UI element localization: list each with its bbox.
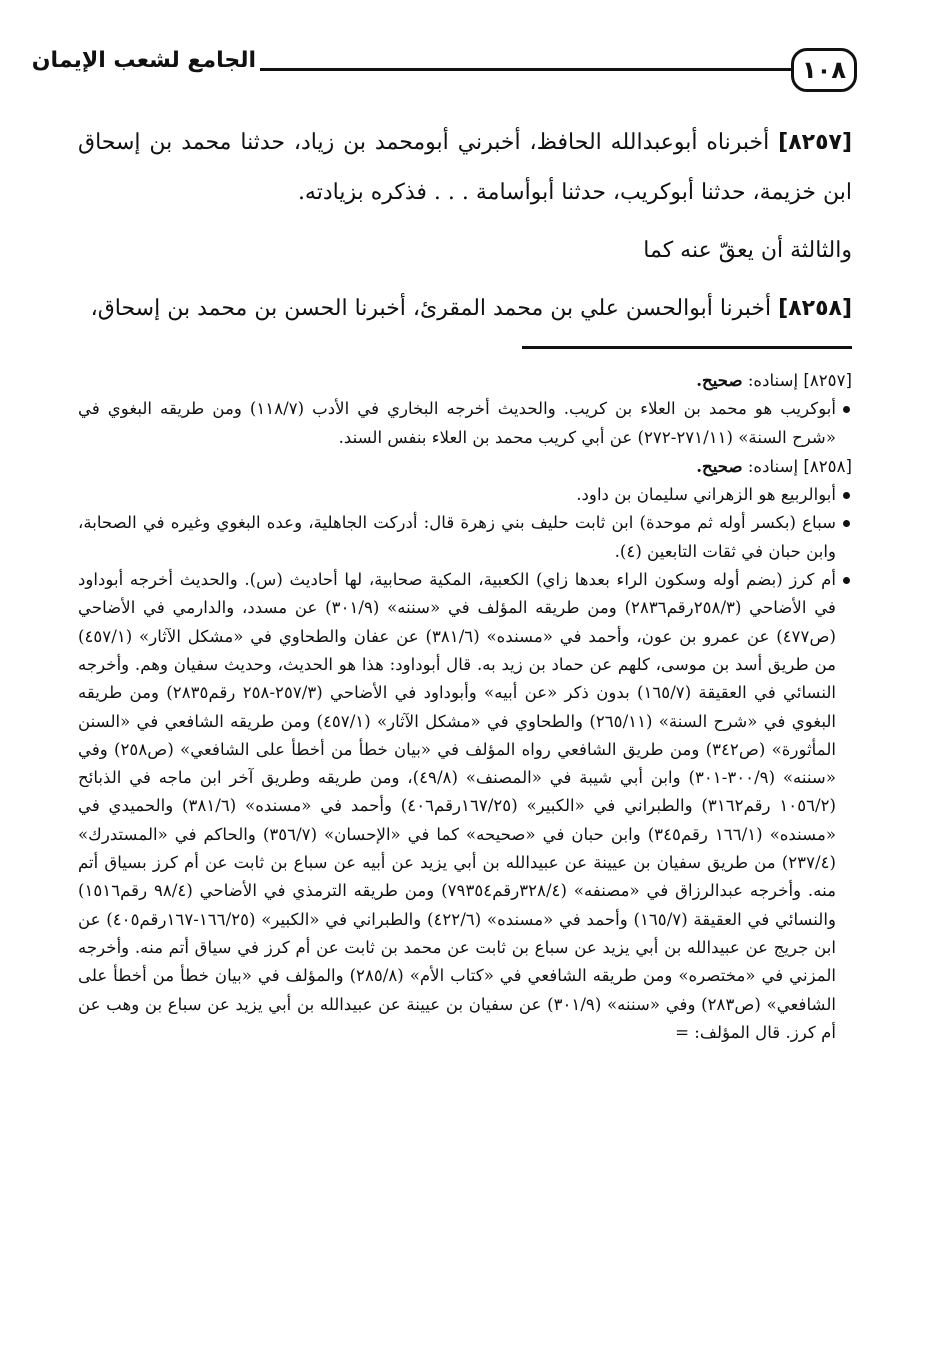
note-8258-list — [78, 481, 852, 1047]
footnote-separator — [522, 346, 852, 349]
isnad-verdict: صحيح. — [696, 370, 743, 390]
list-item: سباع (بكسر أوله ثم موحدة) ابن ثابت حليف بني زهرة قال: أدركت الجاهلية، وعده البغوي وغيره في الصحابة، وابن حبان في ثقات التابعين (٤). — [78, 509, 852, 566]
hadith-text: أخبرنا أبوالحسن علي بن محمد المقرئ، أخبرنا الحسن بن محمد بن إسحاق، — [90, 296, 772, 321]
note-8257-list — [78, 395, 852, 452]
hadith-8257 — [78, 118, 852, 218]
note-8258-heading — [78, 452, 852, 481]
main-text — [78, 118, 852, 334]
page-number: ١٠٨ — [791, 48, 857, 92]
hadith-text: أخبرناه أبوعبدالله الحافظ، أخبرني أبومحمد بن زياد، حدثنا محمد بن إسحاق ابن خزيمة، حدثنا أبوكريب، حدثنا أبوأسامة . . . فذكره بزيادته. — [78, 130, 852, 205]
chapter-line — [78, 226, 852, 276]
note-8257-heading — [78, 366, 852, 395]
footnotes — [78, 366, 852, 1047]
isnad-label: إسناده: — [747, 456, 799, 476]
header-rule — [260, 68, 791, 71]
isnad-verdict: صحيح. — [696, 455, 743, 476]
page-header — [31, 30, 857, 100]
hadith-number: [٨٢٥٨] — [778, 296, 852, 321]
list-item: أم كرز (بضم أوله وسكون الراء بعدها زاي) الكعبية، المكية صحابية، لها أحاديث (س). والحديث أخرجه أبوداود في الأضاحي (٢٥٨/٣رقم٢٨٣٦) ومن طريقه المؤلف في «سننه» (٣٠١/٩) عن مسدد، والدارمي في الأضاحي (ص٤٧٧) عن عمرو بن عون، وأحمد في «مسنده» (٣٨١/٦) عن عفان والطحاوي في «مشكل الآثار» (٤٥٧/١) من طريق أسد بن موسى، كلهم عن حماد بن زيد به. قال أبوداود: هذا هو الحديث، وحديث سفيان وهم. وأخرجه النسائي في العقيقة (١٦٥/٧) بدون ذكر «عن أبيه» وأبوداود في الأضاحي (٢٥٧/٣-٢٥٨ رقم٢٨٣٥) ومن طريقه البغوي في «شرح السنة» (٢٦٥/١١) والطحاوي في «مشكل الآثار» (٤٥٧/١) ومن طريقه الشافعي في «السنن المأثورة» (ص٣٤٢) ومن طريق الشافعي رواه المؤلف في «بيان خطأ من أخطأ على الشافعي» (ص٢٥٨) وفي «سننه» (٣٠٠/٩-٣٠١) وابن أبي شيبة في «المصنف» (٤٩/٨)، ومن طريقه وطريق آخر ابن ماجه في الذبائح (١٠٥٦/٢ رقم٣١٦٢) والطبراني في «الكبير» (١٦٧/٢٥رقم٤٠٦) وأحمد في «مسنده» (٣٨١/٦) والحميدي في «مسنده» (١٦٦/١ رقم٣٤٥) وابن حبان في «صحيحه» كما في «الإحسان» (٣٥٦/٧) والحاكم في «المستدرك» (٢٣٧/٤) من طريق سفيان بن عيينة عن عبيدالله بن أبي يزيد عن أبيه عن سباع بن ثابت عن أم كرز بسياق أتم منه. وأخرجه عبدالرزاق في «مصنفه» (٣٢٨/٤رقم٧٩٣٥٤) ومن طريقه الترمذي في الأضاحي (٩٨/٤ رقم١٥١٦) والنسائي في العقيقة (١٦٥/٧) وأحمد في «مسنده» (٤٢٢/٦) والطبراني في «الكبير» (١٦٦/٢٥-١٦٧رقم٤٠٥) عن ابن جريج عن عبيدالله بن أبي يزيد عن سباع بن ثابت عن محمد بن ثابت عن أم كرز في سياق أتم منه. وأخرجه المزني في «مختصره» ومن طريقه الشافعي في «كتاب الأم» (٢٨٥/٨) والمؤلف في «بيان خطأ من أخطأ على الشافعي» (ص٢٨٣) وفي «سننه» (٣٠١/٩) عن سفيان بن عيينة عن عبيدالله بن أبي يزيد عن سباع بن وهب عن أم كرز. قال المؤلف: = — [78, 566, 852, 1047]
note-ref: [٨٢٥٧] — [803, 371, 852, 390]
hadith-8258 — [78, 284, 852, 334]
list-item: أبوالربيع هو الزهراني سليمان بن داود. — [78, 481, 852, 509]
book-title: الجامع لشعب الإيمان — [31, 48, 256, 73]
note-ref: [٨٢٥٨] — [803, 456, 852, 476]
hadith-number: [٨٢٥٧] — [778, 130, 853, 155]
isnad-label: إسناده: — [747, 371, 799, 390]
chapter-text: والثالثة أن يعقّ عنه كما — [643, 238, 852, 263]
list-item: أبوكريب هو محمد بن العلاء بن كريب. والحديث أخرجه البخاري في الأدب (١١٨/٧) ومن طريقه البغوي في «شرح السنة» (٢٧١/١١-٢٧٢) عن أبي كريب محمد بن العلاء بنفس السند. — [78, 395, 852, 452]
